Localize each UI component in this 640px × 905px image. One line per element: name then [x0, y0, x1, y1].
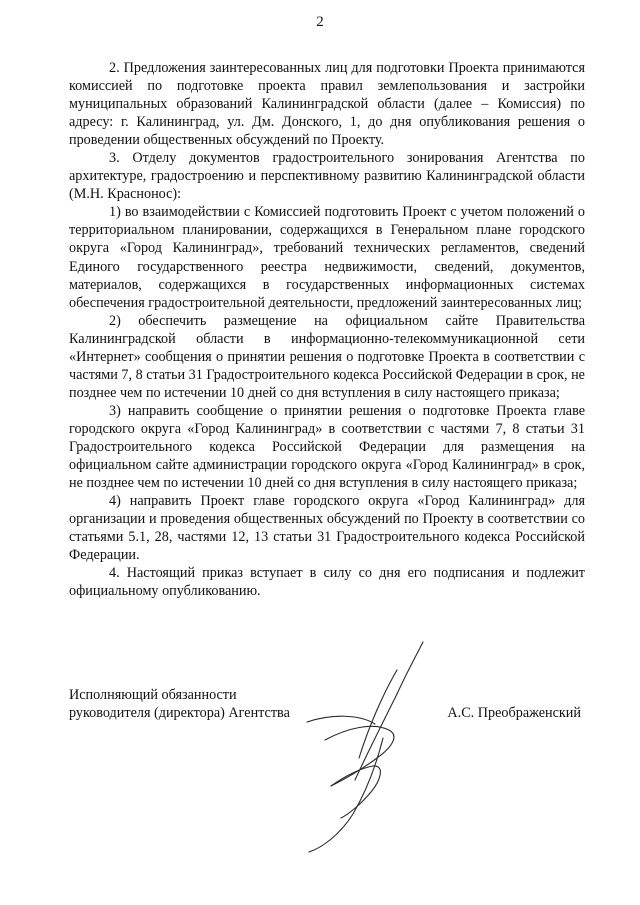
signatory-position	[69, 686, 290, 722]
subparagraph-1: 1) во взаимодействии с Комиссией подготовить Проект с учетом положений о территориальном планировании, содержащихся в Генеральном плане городского округа «Город Калининград», требований технических регламентов, сведений Единого государственного реестра недвижимости, сведений, документов, материалов, содержащихся в государственных информационных системах обеспечения градостроительной деятельности, предложений заинтересованных лиц;	[69, 204, 585, 311]
position-line-2: руководителя (директора) Агентства	[69, 705, 290, 721]
position-line-1: Исполняющий обязанности	[69, 687, 237, 703]
paragraph-item-3: 3. Отделу документов градостроительного зонирования Агентства по архитектуре, градостроению и перспективному развитию Калининградской области (М.Н. Краснонос):	[69, 150, 585, 203]
paragraph-item-2: 2. Предложения заинтересованных лиц для подготовки Проекта принимаются комиссией по подготовке проекта правил землепользования и застройки муниципальных образований Калининградской области (далее – Комиссия) по адресу: г. Калининград, ул. Дм. Донского, 1, до дня опубликования решения о проведении общественных обсуждений по Проекту.	[69, 60, 585, 149]
subparagraph-4: 4) направить Проект главе городского округа «Город Калининград» для организации и проведения общественных обсуждений по Проекту в соответствии со статьями 5.1, 28, частями 12, 13 статьи 31 Градостроительного кодекса Российской Федерации.	[69, 493, 585, 564]
paragraph-item-4: 4. Настоящий приказ вступает в силу со дня его подписания и подлежит официальному опубликованию.	[69, 565, 585, 600]
page-number: 2	[316, 14, 324, 30]
handwritten-signature	[285, 630, 435, 860]
signatory-name: А.С. Преображенский	[447, 705, 581, 721]
subparagraph-2: 2) обеспечить размещение на официальном сайте Правительства Калининградской области в информационно-телекоммуникационной сети «Интернет» сообщения о принятии решения о подготовке Проекта в соответствии с частями 7, 8 статьи 31 Градостроительного кодекса Российской Федерации в срок, не позднее чем по истечении 10 дней со дня вступления в силу настоящего приказа;	[69, 312, 585, 401]
document-body	[69, 59, 585, 600]
subparagraph-3: 3) направить сообщение о принятии решения о подготовке Проекта главе городского округа «Город Калининград» в соответствии с частями 7, 8 статьи 31 Градостроительного кодекса Российской Федерации для размещения на официальном сайте администрации городского округа «Город Калининград» в срок, не позднее чем по истечении 10 дней со дня вступления в силу настоящего приказа;	[69, 402, 585, 492]
